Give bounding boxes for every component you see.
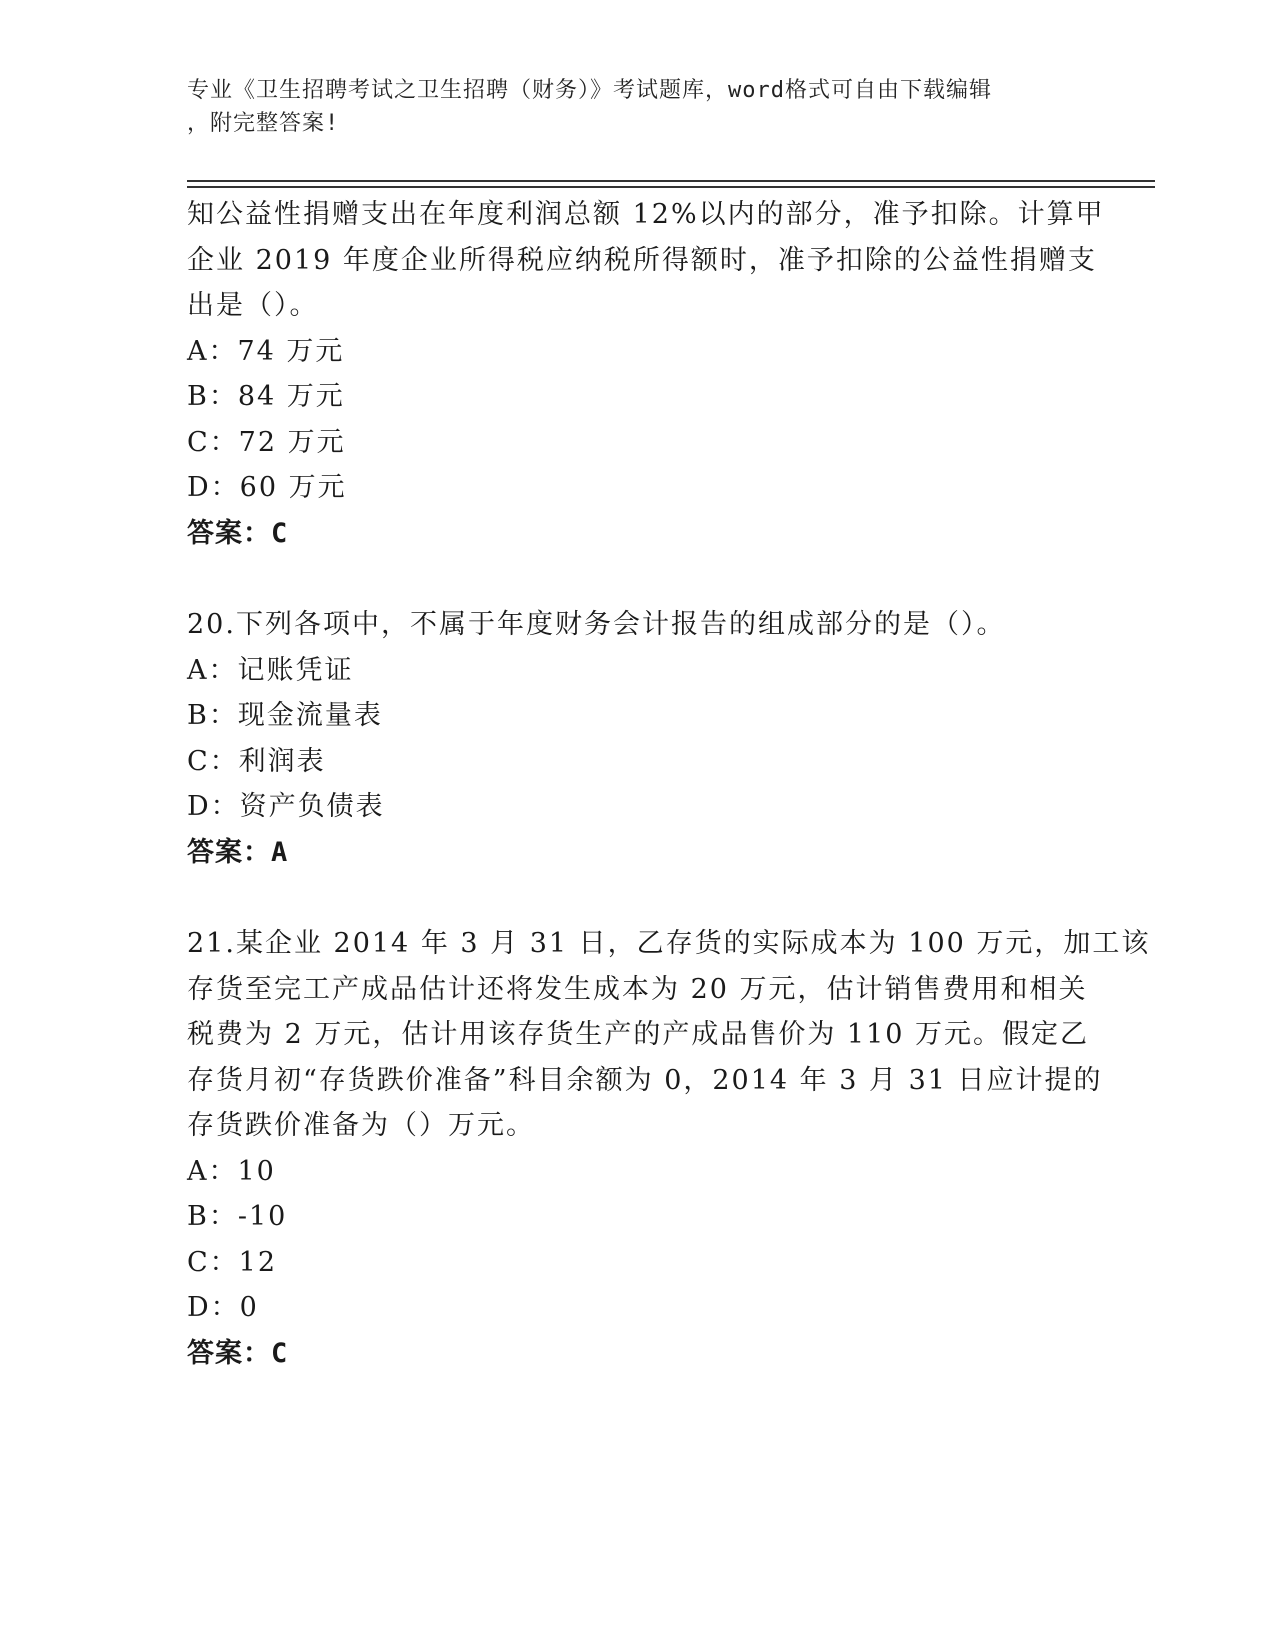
option-c: C：12 <box>187 1246 278 1278</box>
question-19 <box>187 192 1105 556</box>
answer-line: 答案：C <box>187 1337 289 1369</box>
question-stem-line: 知公益性捐赠支出在年度利润总额 12%以内的部分，准予扣除。计算甲 <box>187 199 1105 230</box>
question-spacer <box>187 556 1087 602</box>
option-a: A：记账凭证 <box>187 654 354 686</box>
option-b: B：84 万元 <box>187 381 345 412</box>
option-a: A：10 <box>187 1155 276 1187</box>
question-stem-line: 20.下列各项中，不属于年度财务会计报告的组成部分的是（）。 <box>187 609 1006 640</box>
option-b: B：现金流量表 <box>187 700 383 731</box>
question-stem-line: 税费为 2 万元，估计用该存货生产的产成品售价为 110 万元。假定乙 <box>187 1019 1090 1050</box>
document-header <box>187 74 1067 140</box>
question-stem-line: 存货月初“存货跌价准备”科目余额为 0，2014 年 3 月 31 日应计提的 <box>187 1064 1103 1096</box>
header-divider-bottom <box>187 186 1155 188</box>
option-d: D：资产负债表 <box>187 791 385 822</box>
question-content <box>187 192 1151 1376</box>
header-line-2: ，附完整答案! <box>187 111 340 136</box>
option-a: A：74 万元 <box>187 335 345 367</box>
answer-line: 答案：A <box>187 836 289 868</box>
header-divider-top <box>187 180 1155 182</box>
question-20 <box>187 602 1087 875</box>
option-d: D：0 <box>187 1292 259 1323</box>
answer-line: 答案：C <box>187 517 289 549</box>
question-stem-line: 企业 2019 年度企业所得税应纳税所得额时，准予扣除的公益性捐赠支 <box>187 244 1097 276</box>
option-b: B：-10 <box>187 1201 288 1232</box>
question-stem-line: 21.某企业 2014 年 3 月 31 日，乙存货的实际成本为 100 万元，加工该 <box>187 928 1151 959</box>
question-stem-line: 存货跌价准备为（）万元。 <box>187 1110 535 1141</box>
option-c: C：利润表 <box>187 745 326 777</box>
option-d: D：60 万元 <box>187 472 347 503</box>
question-spacer <box>187 875 1087 921</box>
option-c: C：72 万元 <box>187 426 346 458</box>
question-stem-line: 出是（）。 <box>187 290 319 321</box>
question-stem-line: 存货至完工产成品估计还将发生成本为 20 万元，估计销售费用和相关 <box>187 973 1088 1005</box>
header-line-1: 专业《卫生招聘考试之卫生招聘（财务）》考试题库，word格式可自由下载编辑 <box>187 78 992 103</box>
question-21 <box>187 921 1151 1376</box>
